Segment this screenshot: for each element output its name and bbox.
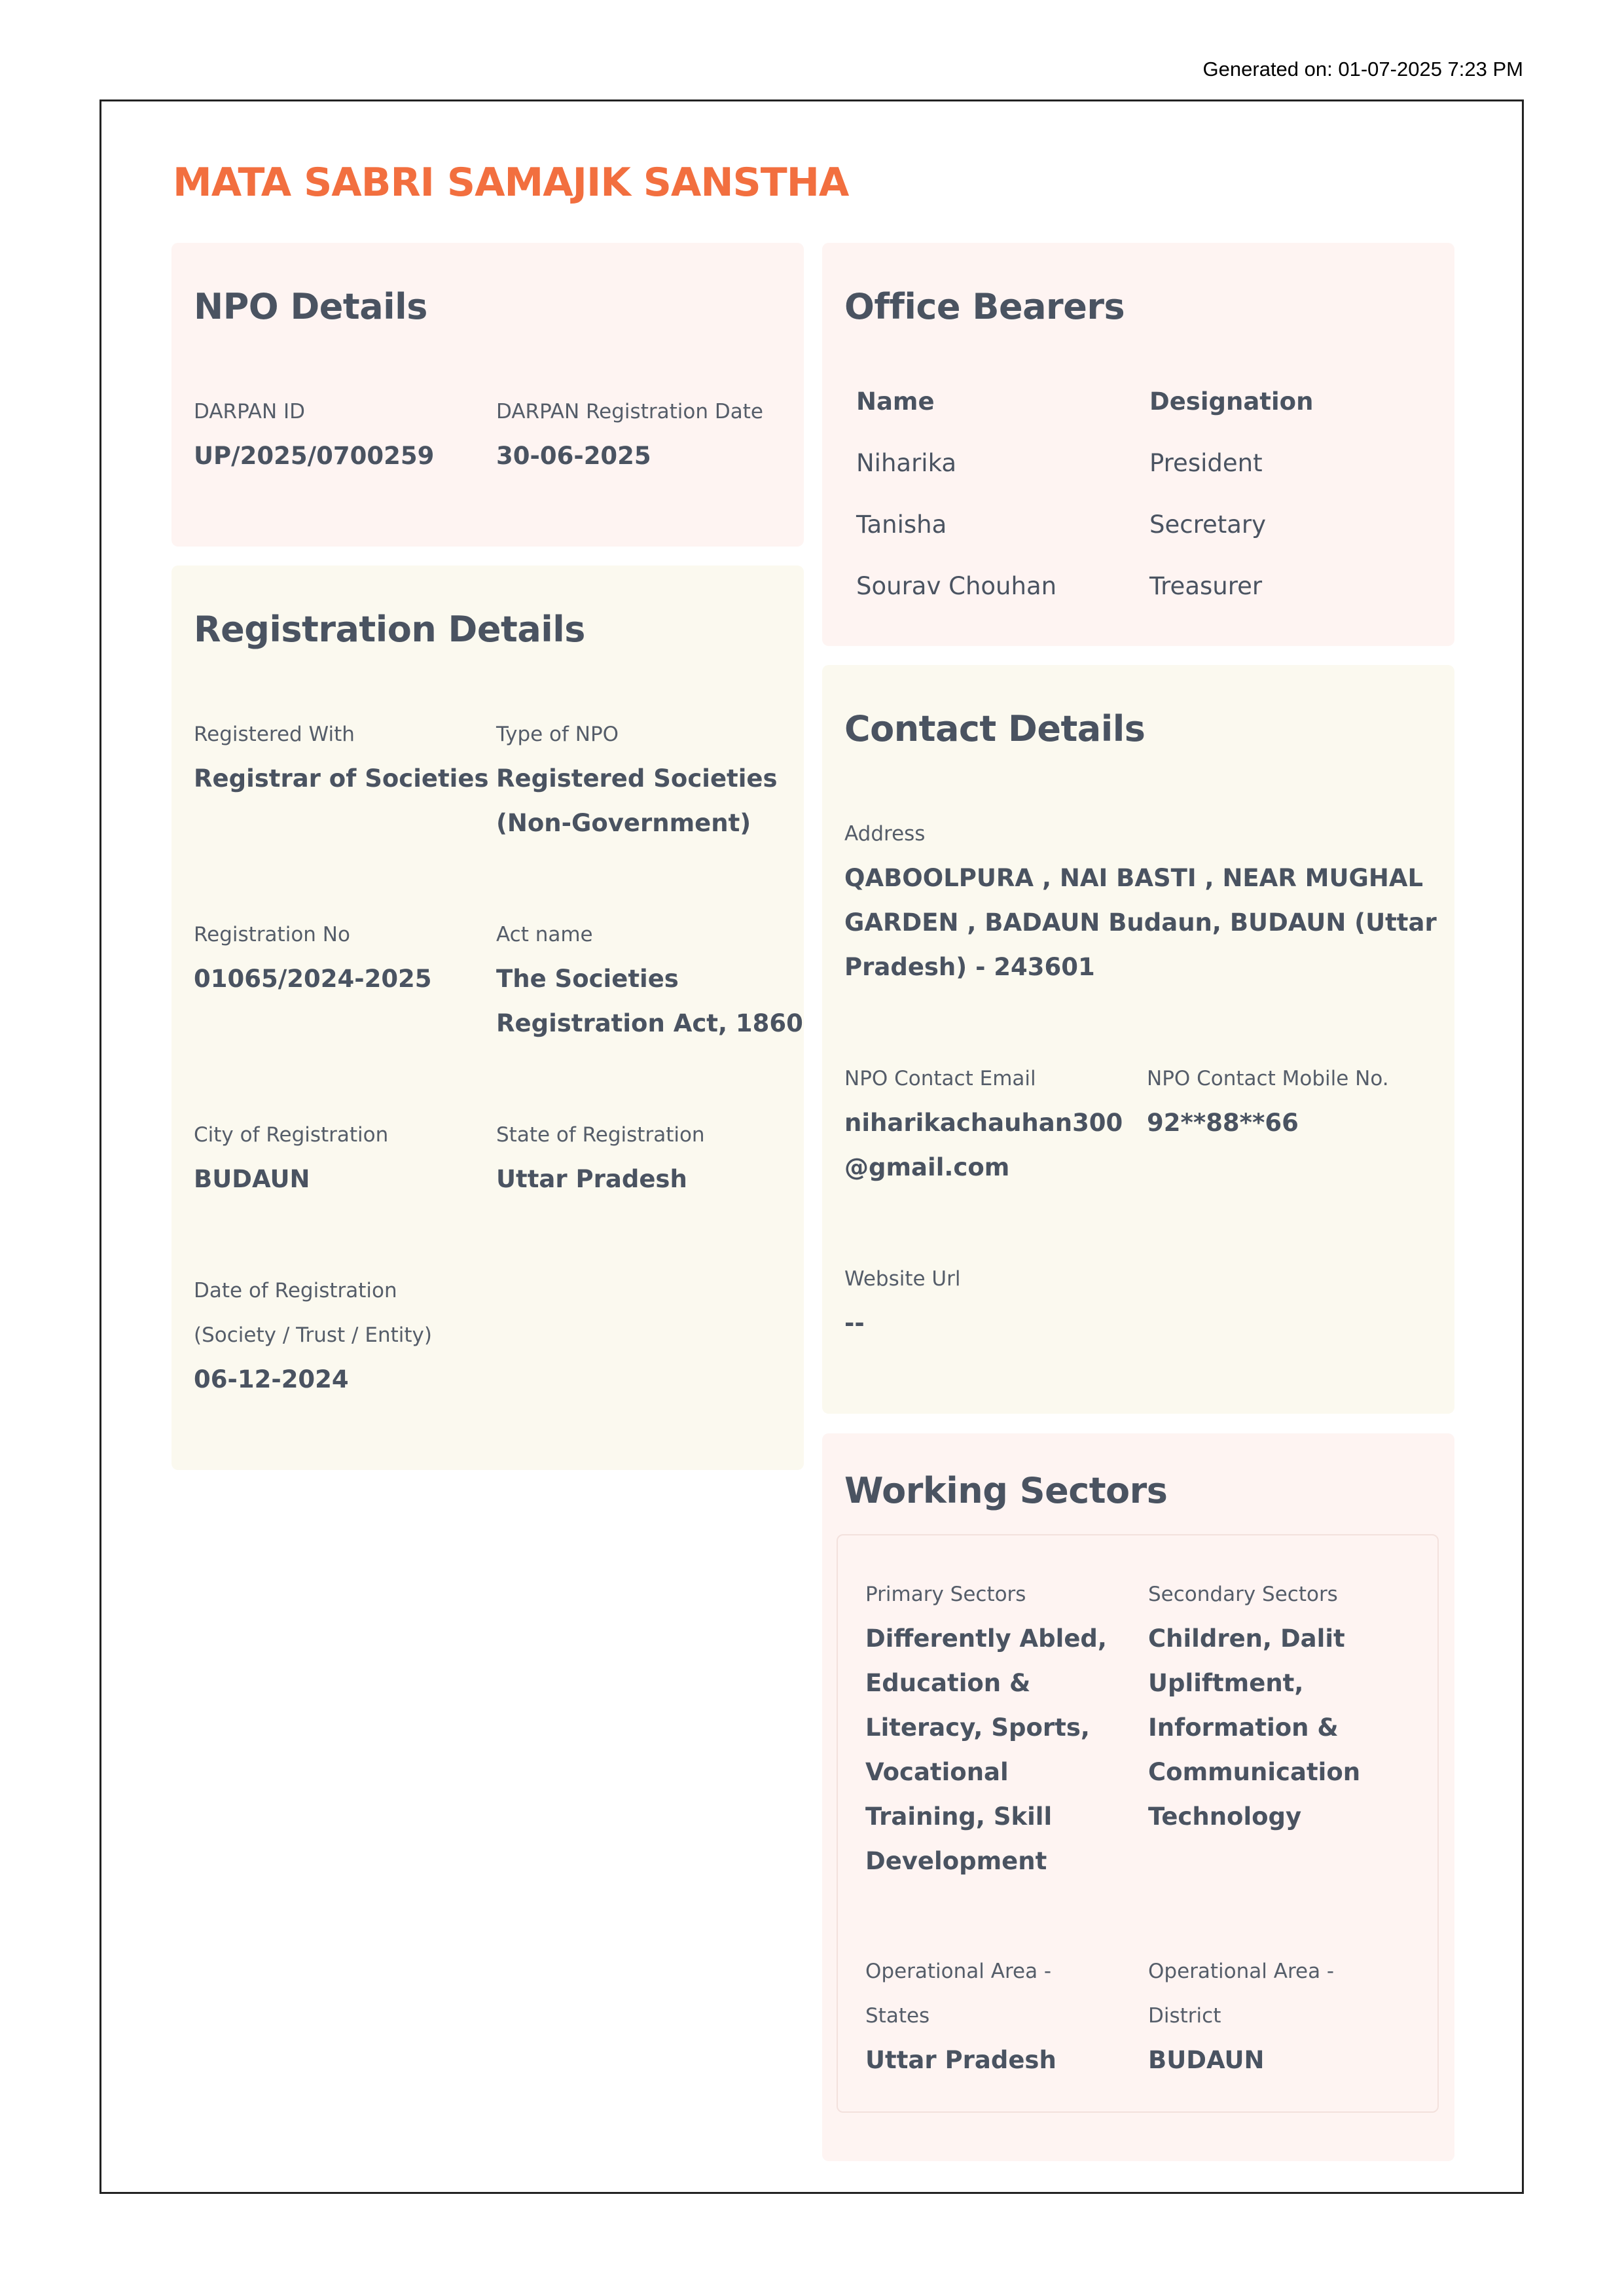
- bearer-designation: President: [1149, 449, 1263, 477]
- generated-timestamp: Generated on: 01-07-2025 7:23 PM: [1202, 58, 1523, 81]
- primary-sector-line: Education &: [865, 1669, 1031, 1697]
- bearer-name: Tanisha: [856, 511, 947, 539]
- darpan-id-label: DARPAN ID: [194, 400, 306, 423]
- primary-sector-line: Differently Abled,: [865, 1624, 1107, 1653]
- operational-district-label-line1: Operational Area -: [1148, 1960, 1335, 1983]
- registered-with-field: [194, 712, 488, 801]
- address-value-line3: Pradesh) - 243601: [844, 953, 1095, 981]
- contact-email-label: NPO Contact Email: [844, 1067, 1036, 1090]
- primary-sector-line: Literacy, Sports,: [865, 1713, 1090, 1742]
- registration-date-field: [194, 1268, 432, 1402]
- bearer-designation: Treasurer: [1149, 572, 1263, 600]
- name-column-header: Name: [856, 387, 935, 416]
- table-row: [856, 556, 1432, 617]
- npo-type-value-line2: (Non-Government): [496, 809, 751, 837]
- operational-district-field: [1148, 1949, 1334, 2083]
- act-name-field: [496, 912, 803, 1046]
- contact-mobile-field: [1147, 1056, 1389, 1145]
- registration-date-label-line1: Date of Registration: [194, 1279, 397, 1302]
- address-label: Address: [844, 822, 926, 846]
- registration-no-field: [194, 912, 432, 1001]
- operational-states-label-line2: States: [865, 2004, 930, 2028]
- registration-no-label: Registration No: [194, 923, 350, 946]
- act-name-value-line2: Registration Act, 1860: [496, 1009, 803, 1037]
- act-name-label: Act name: [496, 923, 593, 946]
- state-label: State of Registration: [496, 1123, 705, 1147]
- bearer-name: Sourav Chouhan: [856, 572, 1057, 600]
- npo-details-title: NPO Details: [194, 286, 427, 327]
- darpan-id-field: [194, 389, 434, 478]
- operational-states-value: Uttar Pradesh: [865, 2046, 1056, 2074]
- secondary-sector-line: Information &: [1148, 1713, 1339, 1742]
- city-value: BUDAUN: [194, 1165, 310, 1193]
- bearer-name: Niharika: [856, 449, 957, 477]
- working-sectors-title: Working Sectors: [844, 1470, 1168, 1511]
- registration-details-title: Registration Details: [194, 609, 585, 650]
- darpan-date-label: DARPAN Registration Date: [496, 400, 763, 423]
- secondary-sectors-field: [1148, 1572, 1360, 1839]
- npo-type-label: Type of NPO: [496, 723, 619, 746]
- address-field: [844, 812, 1437, 990]
- table-row: [856, 433, 1432, 494]
- address-value-line2: GARDEN , BADAUN Budaun, BUDAUN (Uttar: [844, 908, 1437, 937]
- organization-name: MATA SABRI SAMAJIK SANSTHA: [173, 160, 849, 206]
- table-row: [856, 494, 1432, 556]
- sectors-inner-box: [837, 1534, 1439, 2113]
- contact-mobile-label: NPO Contact Mobile No.: [1147, 1067, 1389, 1090]
- registration-date-label-line2: (Society / Trust / Entity): [194, 1323, 432, 1347]
- website-field: [844, 1257, 960, 1346]
- darpan-date-field: [496, 389, 763, 478]
- registration-no-value: 01065/2024-2025: [194, 965, 432, 993]
- primary-sector-line: Development: [865, 1847, 1047, 1875]
- secondary-sector-line: Upliftment,: [1148, 1669, 1304, 1697]
- contact-email-field: [844, 1056, 1123, 1190]
- npo-type-field: [496, 712, 778, 846]
- city-field: [194, 1113, 388, 1202]
- darpan-date-value: 30-06-2025: [496, 442, 651, 470]
- registration-details-card: [171, 565, 804, 1470]
- contact-email-value-line2: @gmail.com: [844, 1153, 1010, 1181]
- contact-details-card: [822, 665, 1454, 1414]
- secondary-sector-line: Communication: [1148, 1758, 1361, 1786]
- operational-states-field: [865, 1949, 1056, 2083]
- registered-with-label: Registered With: [194, 723, 355, 746]
- contact-email-value-line1: niharikachauhan300: [844, 1109, 1123, 1137]
- primary-sector-line: Vocational: [865, 1758, 1009, 1786]
- secondary-sector-line: Children, Dalit: [1148, 1624, 1345, 1653]
- bearer-designation: Secretary: [1149, 511, 1267, 539]
- primary-sector-line: Training, Skill: [865, 1803, 1053, 1831]
- operational-states-label-line1: Operational Area -: [865, 1960, 1052, 1983]
- office-bearers-card: [822, 243, 1454, 646]
- npo-type-value-line1: Registered Societies: [496, 764, 778, 793]
- state-field: [496, 1113, 705, 1202]
- secondary-sector-line: Technology: [1148, 1803, 1302, 1831]
- city-label: City of Registration: [194, 1123, 389, 1147]
- secondary-sectors-label: Secondary Sectors: [1148, 1583, 1338, 1606]
- registration-date-value: 06-12-2024: [194, 1365, 349, 1393]
- designation-column-header: Designation: [1149, 387, 1314, 416]
- website-value: --: [844, 1309, 865, 1337]
- address-value-line1: QABOOLPURA , NAI BASTI , NEAR MUGHAL: [844, 864, 1424, 892]
- working-sectors-card: [822, 1433, 1454, 2161]
- primary-sectors-label: Primary Sectors: [865, 1583, 1026, 1606]
- act-name-value-line1: The Societies: [496, 965, 679, 993]
- operational-district-value: BUDAUN: [1148, 2046, 1265, 2074]
- primary-sectors-field: [865, 1572, 1107, 1884]
- office-bearers-table: [856, 371, 1432, 617]
- contact-details-title: Contact Details: [844, 708, 1146, 749]
- operational-district-label-line2: District: [1148, 2004, 1221, 2028]
- office-bearers-title: Office Bearers: [844, 286, 1125, 327]
- registered-with-value: Registrar of Societies: [194, 764, 489, 793]
- website-label: Website Url: [844, 1267, 961, 1291]
- darpan-id-value: UP/2025/0700259: [194, 442, 435, 470]
- table-header-row: [856, 371, 1432, 433]
- contact-mobile-value: 92**88**66: [1147, 1109, 1299, 1137]
- npo-details-card: [171, 243, 804, 547]
- state-value: Uttar Pradesh: [496, 1165, 687, 1193]
